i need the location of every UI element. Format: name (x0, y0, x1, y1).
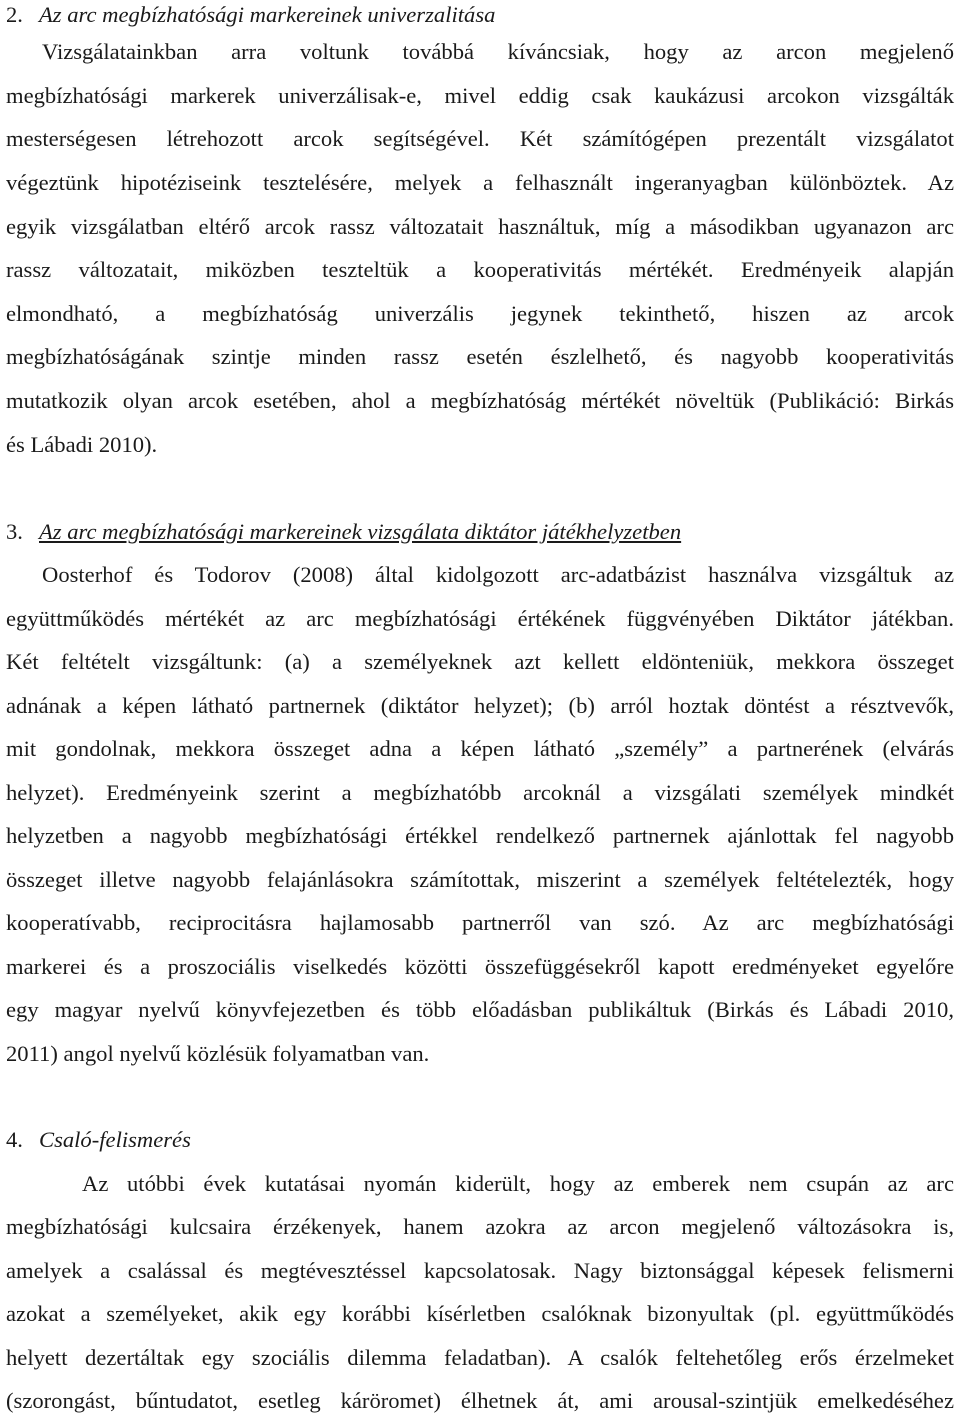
section-heading (6, 0, 954, 30)
paragraph-line: összeget illetve nagyobb felajánlásokra számítottak, miszerint a személyek feltételezték, hogy (6, 867, 954, 892)
paragraph-line: helyzetben a nagyobb megbízhatósági értékkel rendelkező partnernek ajánlottak fel nagyobb (6, 823, 954, 848)
section-number: 2. (6, 2, 23, 27)
paragraph-line: végeztünk hipotéziseink tesztelésére, melyek a felhasznált ingeranyagban különböztek. Az (6, 170, 954, 195)
paragraph-line: mit gondolnak, mekkora összeget adna a képen látható „személy” a partnerének (elvárás (6, 736, 954, 761)
paragraph-line: megbízhatóságának szintje minden rassz esetén észlelhető, és nagyobb kooperativitás (6, 344, 954, 369)
paragraph-line: helyzet). Eredményeink szerint a megbízhatóbb arcoknál a vizsgálati személyek mindkét (6, 780, 954, 805)
section-title: Az arc megbízhatósági markereinek univerzalitása (39, 2, 496, 27)
paragraph-line: együttműködés mértékét az arc megbízhatósági értékének függvényében Diktátor játékban. (6, 606, 954, 631)
section-title: Csaló-felismerés (39, 1127, 191, 1152)
paragraph-line: (szorongást, bűntudatot, esetleg káröromet) élhetnek át, ami arousal-szintjük emelkedéséhez (6, 1388, 954, 1413)
section-number: 4. (6, 1127, 23, 1152)
section-number: 3. (6, 519, 23, 544)
paragraph-line: amelyek a csalással és megtévesztéssel kapcsolatosak. Nagy biztonsággal képesek felismerni (6, 1258, 954, 1283)
paragraph-line: elmondható, a megbízhatóság univerzális jegynek tekinthető, hiszen az arcok (6, 301, 954, 326)
section-heading (6, 517, 954, 547)
paragraph-line: egy magyar nyelvű könyvfejezetben és több előadásban publikáltuk (Birkás és Lábadi 2010, (6, 997, 954, 1022)
paragraph-line: Az utóbbi évek kutatásai nyomán kiderült, hogy az emberek nem csupán az arc (82, 1171, 954, 1196)
paragraph-line: és Lábadi 2010). (6, 432, 158, 457)
paragraph-line: adnának a képen látható partnernek (diktátor helyzet); (b) arról hoztak döntést a résztvevők, (6, 693, 954, 718)
paragraph-line: azokat a személyeket, akik egy korábbi kísérletben csalóknak bizonyultak (pl. együttműködés (6, 1301, 954, 1326)
paragraph-line: rassz változatait, miközben teszteltük a kooperativitás mértékét. Eredményeik alapján (6, 257, 954, 282)
paragraph-line: mesterségesen létrehozott arcok segítségével. Két számítógépen prezentált vizsgálatot (6, 126, 954, 151)
paragraph-line: mutatkozik olyan arcok esetében, ahol a megbízhatóság mértékét növeltük (Publikáció: Birkás (6, 388, 954, 413)
paragraph-line: Két feltételt vizsgáltunk: (a) a személyeknek azt kellett eldönteniük, mekkora összeget (6, 649, 954, 674)
paragraph-line: kooperatívabb, reciprocitásra hajlamosabb partnerről van szó. Az arc megbízhatósági (6, 910, 954, 935)
paragraph-line: helyett dezertáltak egy szociális dilemma feladatban). A csalók feltehetőleg erős érzelmeket (6, 1345, 954, 1370)
paragraph-line: megbízhatósági markerek univerzálisak-e, mivel eddig csak kaukázusi arcokon vizsgálták (6, 83, 954, 108)
paragraph-line: Oosterhof és Todorov (2008) által kidolgozott arc-adatbázist használva vizsgáltuk az (42, 562, 954, 587)
paragraph-line: egyik vizsgálatban eltérő arcok rassz változatait használtuk, míg a másodikban ugyanazon arc (6, 214, 954, 239)
paragraph-line: megbízhatósági kulcsaira érzékenyek, hanem azokra az arcon megjelenő változásokra is, (6, 1214, 954, 1239)
section-title: Az arc megbízhatósági markereinek vizsgálata diktátor játékhelyzetben (39, 519, 682, 544)
paragraph-line: Vizsgálatainkban arra voltunk továbbá kíváncsiak, hogy az arcon megjelenő (42, 39, 954, 64)
paragraph-line: 2011) angol nyelvű közlésük folyamatban van. (6, 1041, 430, 1066)
paragraph-line: markerei és a proszociális viselkedés közötti összefüggésekről kapott eredményeket egyelőre (6, 954, 954, 979)
section-heading (6, 1125, 954, 1155)
